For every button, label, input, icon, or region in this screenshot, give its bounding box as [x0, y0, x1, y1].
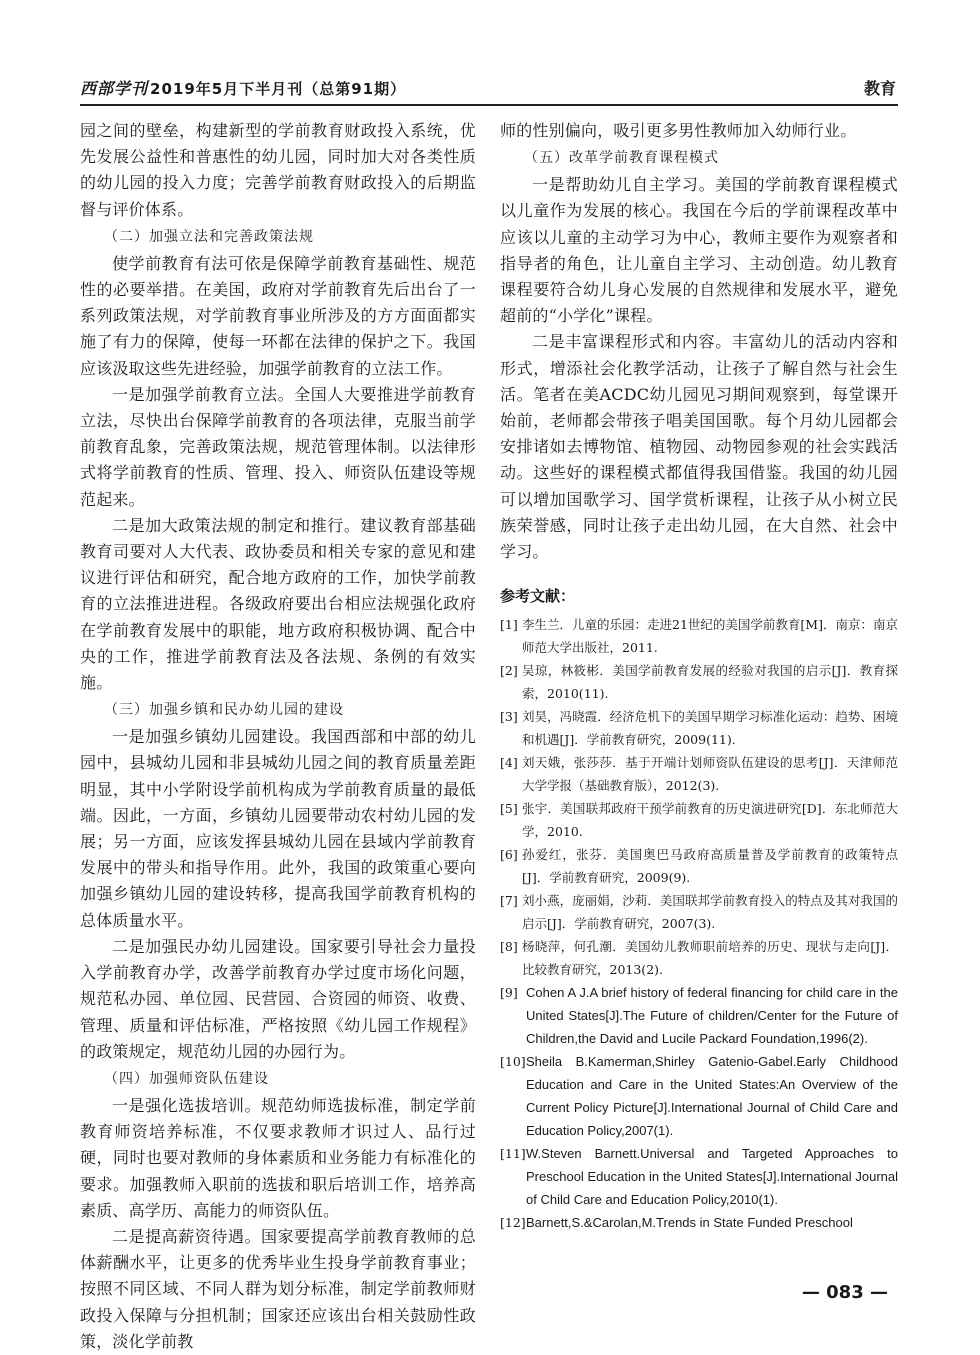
reference-text: W.Steven Barnett.Universal and Targeted Approaches to Preschool Education in the United States[J].International Journal of Child Care and Education Policy,2010(1). — [526, 1146, 898, 1208]
references-title: 参考文献： — [500, 587, 576, 606]
reference-number: [6] — [500, 847, 518, 863]
reference-number: [8] — [500, 939, 518, 955]
body-paragraph: 二是丰富课程形式和内容。丰富幼儿的活动内容和形式，增添社会化教学活动，让孩子了解自然与社会生活。笔者在美ACDC幼儿园见习期间观察到，每堂课开始前，老师都会带孩子唱美国国歌。每个月幼儿园都会安排诸如去博物馆、植物园、动物园参观的社会实践活动。这些好的课程模式都值得我国借鉴。我国的幼儿园可以增加国歌学习、国学赏析课程，让孩子从小树立民族荣誉感，同时让孩子走出幼儿园，在大自然、社会中学习。 — [500, 332, 898, 562]
body-paragraph: 一是加强学前教育立法。全国人大要推进学前教育立法，尽快出台保障学前教育的各项法律，克服当前学前教育乱象，完善政策法规，规范管理体制。以法律形式将学前教育的性质、管理、投入、师资队伍建设等规范起来。 — [80, 384, 476, 509]
reference-item — [500, 659, 898, 705]
reference-item — [500, 889, 898, 935]
reference-text: 吴琼，林筱彬．美国学前教育发展的经验对我国的启示[J]．教育探索，2010(11). — [522, 663, 898, 702]
body-paragraph: 园之间的壁垒，构建新型的学前教育财政投入系统，优先发展公益性和普惠性的幼儿园，同时加大对各类性质的幼儿园的投入力度；完善学前教育财政投入的后期监督与评价体系。 — [80, 121, 476, 219]
reference-item — [500, 797, 898, 843]
body-paragraph: 使学前教育有法可依是保障学前教育基础性、规范性的必要举措。在美国，政府对学前教育先后出台了一系列政策法规，对学前教育事业所涉及的方方面面都实施了有力的保障，使每一环都在法律的保护之下。我国应该汲取这些先进经验，加强学前教育的立法工作。 — [80, 253, 476, 378]
section-heading: （四）加强师资队伍建设 — [104, 1070, 269, 1087]
reference-item — [500, 981, 898, 1050]
right-column-body — [500, 118, 898, 565]
body-paragraph: 一是帮助幼儿自主学习。美国的学前教育课程模式以儿童作为发展的核心。我国在今后的学前课程改革中应该以儿童的主动学习为中心，教师主要作为观察者和指导者的角色，让儿童自主学习、主动创造。幼儿教育课程要符合幼儿身心发展的自然规律和发展水平，避免超前的“小学化”课程。 — [500, 175, 898, 326]
reference-text: 刘小燕，庞丽娟，沙莉．美国联邦学前教育投入的特点及其对我国的启示[J]．学前教育研究，2007(3). — [522, 893, 898, 932]
reference-text: Sheila B.Kamerman,Shirley Gatenio-Gabel.Early Childhood Education and Care in the United States:An Overview of the Current Policy Picture[J].International Journal of Child Care and Education Policy,2007(1). — [526, 1054, 898, 1139]
reference-item — [500, 1211, 898, 1234]
reference-number: [9] — [500, 985, 518, 1001]
reference-item — [500, 751, 898, 797]
reference-item — [500, 1142, 898, 1211]
section-heading: （五）改革学前教育课程模式 — [524, 150, 719, 167]
reference-number: [11] — [500, 1146, 526, 1162]
reference-text: 孙爱红，张芬．美国奥巴马政府高质量普及学前教育的政策特点[J]．学前教育研究，2009(9). — [522, 847, 898, 886]
reference-item — [500, 935, 898, 981]
section-heading: （三）加强乡镇和民办幼儿园的建设 — [104, 702, 344, 719]
body-paragraph: 一是强化选拔培训。规范幼师选拔标准，制定学前教育师资培养标准，不仅要求教师才识过人、品行过硬，同时也要对教师的身体素质和业务能力有标准化的要求。加强教师入职前的选拔和职后培训工作，培养高素质、高学历、高能力的师资队伍。 — [80, 1095, 476, 1220]
reference-number: [4] — [500, 755, 518, 771]
reference-number: [3] — [500, 709, 518, 725]
reference-text: Barnett,S.&Carolan,M.Trends in State Funded Preschool — [526, 1215, 853, 1231]
reference-number: [12] — [500, 1215, 526, 1231]
reference-text: 刘天娥，张莎莎．基于开端计划师资队伍建设的思考[J]．天津师范大学学报（基础教育版），2012(3). — [522, 755, 898, 794]
reference-item — [500, 613, 898, 659]
reference-text: 李生兰．儿童的乐园：走进21世纪的美国学前教育[M]．南京：南京师范大学出版社，2011. — [522, 617, 898, 656]
reference-number: [2] — [500, 663, 518, 679]
reference-item — [500, 705, 898, 751]
reference-item — [500, 1050, 898, 1142]
reference-number: [10] — [500, 1054, 526, 1070]
body-paragraph: 二是提高薪资待遇。国家要提高学前教育教师的总体薪酬水平，让更多的优秀毕业生投身学前教育事业；按照不同区域、不同人群为划分标准，制定学前教师财政投入保障与分担机制；国家还应该出台相关鼓励性政策，淡化学前教 — [80, 1226, 476, 1351]
section-heading: （二）加强立法和完善政策法规 — [104, 228, 314, 245]
right-column — [500, 118, 898, 1234]
issue-label: 2019年5月下半月刊（总第91期） — [150, 80, 407, 98]
body-paragraph: 一是加强乡镇幼儿园建设。我国西部和中部的幼儿园中，县城幼儿园和非县城幼儿园之间的教育质量差距明显，其中小学附设学前机构成为学前教育质量的最低端。因此，一方面，乡镇幼儿园要带动农村幼儿园的发展；另一方面，应该发挥县城幼儿园在县域内学前教育发展中的带头和指导作用。此外，我国的政策重心要向加强乡镇幼儿园的建设转移，提高我国学前教育机构的总体质量水平。 — [80, 727, 476, 930]
reference-text: 张宇．美国联邦政府干预学前教育的历史演进研究[D]．东北师范大学，2010. — [522, 801, 898, 840]
reference-text: 刘昊，冯晓霞．经济危机下的美国早期学习标准化运动：趋势、困境和机遇[J]．学前教育研究，2009(11). — [522, 709, 898, 748]
reference-text: 杨晓萍，何孔潮．美国幼儿教师职前培养的历史、现状与走向[J]．比较教育研究，2013(2). — [522, 939, 898, 978]
section-label: 教育 — [863, 79, 896, 98]
body-paragraph: 二是加大政策法规的制定和推行。建议教育部基础教育司要对人大代表、政协委员和相关专家的意见和建议进行评估和研究，配合地方政府的工作，加快学前教育的立法推进进程。各级政府要出台相应法规强化政府在学前教育发展中的职能，地方政府积极协调、配合中央的工作，推进学前教育法及各法规、条例的有效实施。 — [80, 515, 476, 693]
body-paragraph: 师的性别偏向，吸引更多男性教师加入幼师行业。 — [500, 121, 857, 140]
reference-number: [7] — [500, 893, 518, 909]
reference-number: [1] — [500, 617, 518, 633]
reference-text: Cohen A J.A brief history of federal financing for child care in the United States[J].The Future of children/Center for the Future of Children,the David and Lucile Packard Foundation,1996(2). — [526, 985, 898, 1047]
body-paragraph: 二是加强民办幼儿园建设。国家要引导社会力量投入学前教育办学，改善学前教育办学过度市场化问题，规范私办园、单位园、民营园、合资园的师资、收费、管理、质量和评估标准，严格按照《幼儿园工作规程》的政策规定，规范幼儿园的办园行为。 — [80, 936, 476, 1061]
references-list — [500, 613, 898, 1234]
page-header — [80, 74, 898, 106]
reference-number: [5] — [500, 801, 518, 817]
journal-logo: 西部学刊 — [80, 79, 149, 98]
journal-issue-line — [80, 76, 406, 99]
reference-item — [500, 843, 898, 889]
page-number: — 083 — — [801, 1282, 888, 1303]
left-column — [80, 118, 476, 1355]
